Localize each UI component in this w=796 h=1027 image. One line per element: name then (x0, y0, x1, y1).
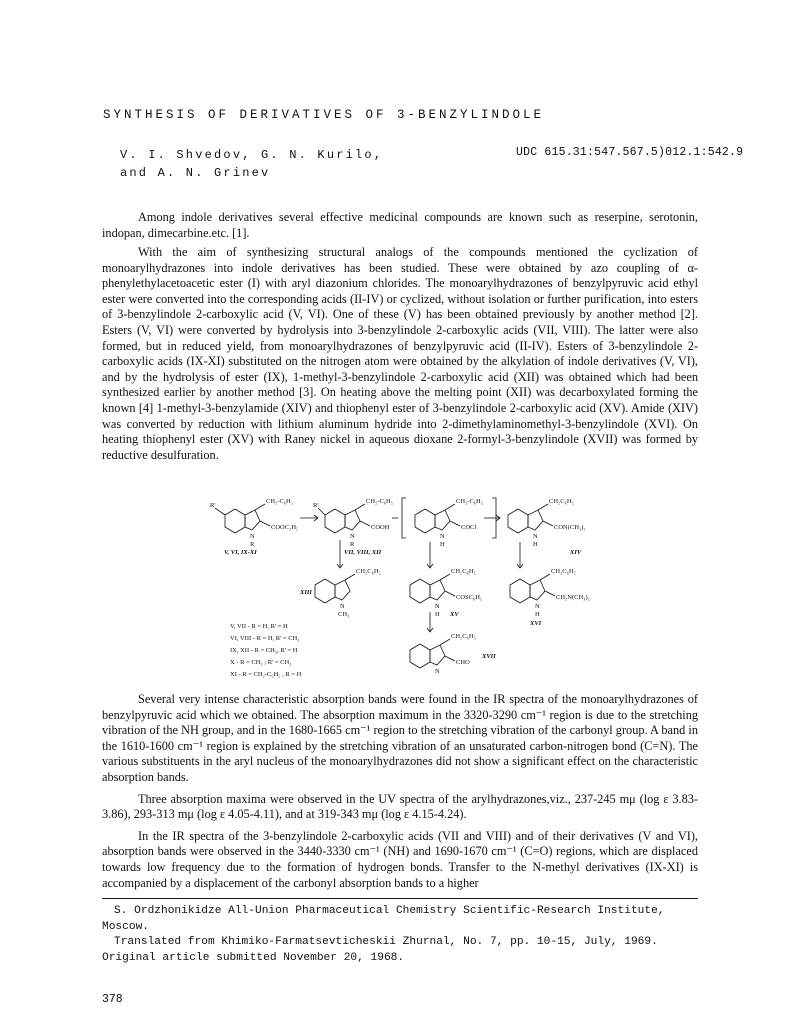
substituent: CH₂-C₆H₅ (366, 498, 394, 505)
atom-label: N (535, 603, 540, 610)
paragraph: Among indole derivatives several effective medicinal compounds are known such as reserpine, serotonin, indopan, dimecarbine.etc. [1]. (102, 210, 698, 240)
compound-label: XIV (570, 549, 582, 556)
legend-line: IX, XII - R = CH₃, R' = H (230, 647, 298, 654)
functional-group: COCl (461, 524, 477, 531)
atom-label: R' (210, 502, 216, 509)
author-line: and A. N. Grinev (120, 166, 271, 180)
functional-group: COOC₂H₅ (271, 524, 299, 531)
substituent: CH₂-C₆H₅ (456, 498, 484, 505)
compound-label: XVI (530, 620, 542, 627)
functional-group: CON(CH₃)₂ (554, 524, 586, 531)
atom-label: N (250, 533, 255, 540)
udc-code: UDC 615.31:547.567.5)012.1:542.9 (516, 146, 744, 159)
paragraph: With the aim of synthesizing structural analogs of the compounds mentioned the cyclization of monoarylhydrazones into indole derivatives has been studied. These were obtained by azo coupling of α-phenylethylacetoacetic ester (I) with aryl diazonium chlorides. The monoarylhydrazones of benzylpyruvic acid ethyl ester were converted into the corresponding acids (II-IV) or cyclized, without isolation or further purification, into esters of 3-benzylindole 2-carboxylic acid (V, VI). One of these (V) has been obtained previously by another method [2]. Esters (V, VI) were converted by hydrolysis into 3-benzylindole 2-carboxylic acids (VII, VIII). The latter were also formed, but in reduced yield, from monoarylhydrazones of benzylpyruvic acid (II-IV). Esters of 3-benzylindole 2-carboxylic acids (IX-XI) substituted on the nitrogen atom were obtained by the alkylation of indole derivatives (V, VI), and by the hydrolysis of ester (IX), 1-methyl-3-benzylindole 2-carboxylic acid (XII) was obtained which had been synthesized earlier by another method [3]. On heating above the melting point (XII) was decarboxylated forming the known [4] 1-methyl-3-benzylamide (XIV) and thiophenyl ester of 3-benzylindole 2-carboxylic acid (XV). Amide (XIV) was converted by reduction with lithium aluminum hydride into 2-dimethylaminomethyl-3-benzylindole (XVI). On heating thiophenyl ester (XV) with Raney nickel in aqueous dioxane 2-formyl-3-benzylindole (XVII) was formed by reductive desulfuration. (102, 245, 698, 462)
paragraph: In the IR spectra of the 3-benzylindole 2-carboxylic acids (VII and VIII) and of their derivatives (V and VI), absorption bands were observed in the 3440-3330 cm⁻¹ (NH) and 1690-1670 cm⁻¹ (C=O) regions, which are displaced towards low frequency due to the formation of hydrogen bonds. Transfer to the N-methyl derivatives (IX-XI) is accompanied by a displacement of the carbonyl absorption bands to a higher (102, 828, 698, 890)
substituent: CH₂C₆H₅ (551, 568, 576, 575)
legend-line: X - R = CH₃ ; R' = CH₃ (230, 659, 292, 666)
functional-group: COOH (371, 524, 390, 531)
functional-group: CHO (456, 659, 470, 666)
synthesis-section (102, 245, 698, 463)
substituent: CH₂-C₆H₅ (266, 498, 294, 505)
atom-label: H (533, 541, 538, 548)
compound-label: V, VI, IX-XI (224, 549, 257, 556)
substituent: CH₂C₆H₅ (451, 633, 476, 640)
atom-label: H (435, 611, 440, 618)
substituent: CH₂C₆H₅ (549, 498, 574, 505)
legend-line: XI - R = CH₂-C₆H₅ , R = H (230, 671, 302, 678)
legend-line: VI, VIII - R = H, R' = CH₃ (230, 635, 300, 642)
author-line: V. I. Shvedov, G. N. Kurilo, (120, 148, 384, 162)
footnote-rule (102, 898, 698, 899)
paper-title: SYNTHESIS OF DERIVATIVES OF 3-BENZYLINDOLE (103, 108, 545, 122)
substituent: CH₂C₆H₅ (451, 568, 476, 575)
substituent: CH₂C₆H₅ (356, 568, 381, 575)
intro-section (102, 210, 698, 241)
reaction-scheme (210, 490, 600, 690)
functional-group: CH₂N(CH₃)₂ (556, 594, 590, 601)
atom-label: N (440, 533, 445, 540)
footnote (102, 904, 698, 966)
compound-label: XV (450, 611, 459, 618)
atom-label: CH₃ (338, 611, 350, 618)
compound-label: XIII (300, 589, 312, 596)
atom-label: H (440, 541, 445, 548)
affiliation: S. Ordzhonikidze All-Union Pharmaceutical Chemistry Scientific-Research Institute, Moscow. (102, 905, 665, 933)
atom-label: H (535, 611, 540, 618)
translation-note: Translated from Khimiko-Farmatsevticheskii Zhurnal, No. 7, pp. 10-15, July, 1969. Original article submitted November 20, 1968. (102, 936, 658, 964)
functional-group: COSC₆H₅ (456, 594, 483, 601)
atom-label: N (533, 533, 538, 540)
author-list (120, 146, 383, 182)
page-number: 378 (102, 993, 123, 1006)
atom-label: R (350, 541, 355, 548)
atom-label: N (350, 533, 355, 540)
compound-label: VII, VIII, XII (344, 549, 382, 556)
compound-label: XVII (482, 653, 496, 660)
paragraph: Several very intense characteristic absorption bands were found in the IR spectra of the monoarylhydrazones of benzylpyruvic acid which we obtained. The absorption maximum in the 3320-3290 cm⁻¹ region is due to the stretching vibration of the NH group, and in the 1680-1665 cm⁻¹ region to the stretching vibration of the carbonyl group. A band in the 1610-1600 cm⁻¹ region is explained by the stretching vibration of an unsaturated carbon-nitrogen bond (C=N). The various substituents in the aryl nucleus of the monoarylhydrazones did not show a significant effect on the characteristic absorption bands. (102, 692, 698, 784)
spectra-section (102, 692, 698, 897)
atom-label: N (435, 603, 440, 610)
legend-line: V, VII - R = H, R' = H (230, 623, 288, 630)
atom-label: N (340, 603, 345, 610)
paragraph: Three absorption maxima were observed in the UV spectra of the arylhydrazones,viz., 237-245 mμ (log ε 3.83-3.86), 293-313 mμ (log ε 4.05-4.11), and at 319-343 mμ (log ε 4.15-4.24). (102, 791, 698, 822)
atom-label: R' (313, 502, 319, 509)
atom-label: N (435, 668, 440, 675)
atom-label: R (250, 541, 255, 548)
